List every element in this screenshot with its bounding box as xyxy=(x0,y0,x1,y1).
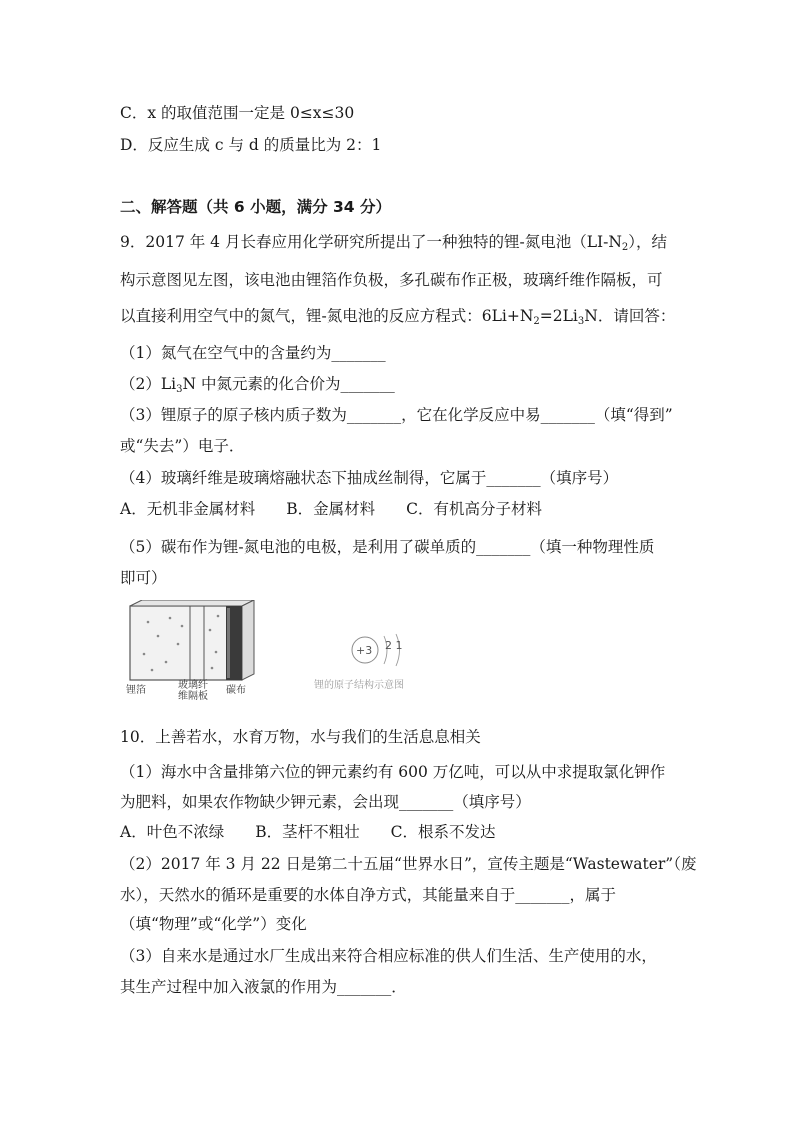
q9-line-3 xyxy=(120,306,675,332)
q9-line-1-tail: ），结 xyxy=(628,233,668,251)
q9-line-3-text: 以直接利用空气中的氮气，锂-氮电池的反应方程式：6Li+N xyxy=(120,307,534,325)
option-c: C．x 的取值范围一定是 0≤x≤30 xyxy=(120,104,355,122)
q10-title: 10．上善若水，水育万物，水与我们的生活息息相关 xyxy=(120,728,481,746)
q9-line-2: 构示意图见左图，该电池由锂箔作负极，多孔碳布作正极，玻璃纤维作隔板，可 xyxy=(120,271,663,289)
q9-part-2-sub: 3 xyxy=(176,384,183,395)
q9-line-3-mid: =2Li xyxy=(539,307,578,325)
q9-part-4-options: A．无机非金属材料 B．金属材料 C．有机高分子材料 xyxy=(120,500,542,518)
atom-caption: 锂的原子结构示意图 xyxy=(314,680,404,691)
q10-part-1-line-1: （1）海水中含量排第六位的钾元素约有 600 万亿吨，可以从中求提取氯化钾作 xyxy=(120,763,666,781)
atom-nucleus-label: +3 xyxy=(356,644,373,657)
q10-part-2-line-3: （填“物理”或“化学”）变化 xyxy=(120,915,307,933)
q9-line-1-text: 9．2017 年 4 月长春应用化学研究所提出了一种独特的锂-氮电池（LI-N xyxy=(120,233,622,251)
q10-part-3-line-2: 其生产过程中加入液氯的作用为_______． xyxy=(120,978,407,996)
q9-part-4: （4）玻璃纤维是玻璃熔融状态下抽成丝制得，它属于_______（填序号） xyxy=(120,469,619,487)
option-d: D．反应生成 c 与 d 的质量比为 2：1 xyxy=(120,136,382,154)
q9-line-3-sub1: 2 xyxy=(533,316,540,327)
q9-line-1-sub: 2 xyxy=(621,242,629,253)
label-carbon-cloth: 碳布 xyxy=(226,685,246,696)
battery-diagram xyxy=(130,600,254,680)
q10-part-1-options: A．叶色不浓绿 B．茎杆不粗壮 C．根系不发达 xyxy=(120,823,496,841)
q10-part-2-line-2: 水），天然水的循环是重要的水体自净方式，其能量来自于_______，属于 xyxy=(120,886,617,904)
q9-part-5-line-1: （5）碳布作为锂-氮电池的电极，是利用了碳单质的_______（填一种物理性质 xyxy=(120,538,655,556)
battery-figure xyxy=(118,600,438,700)
q9-part-2-tail: N 中氮元素的化合价为_______ xyxy=(182,375,395,393)
q9-line-1 xyxy=(120,232,667,258)
q9-part-3-line-1: （3）锂原子的原子核内质子数为_______，它在化学反应中易_______（填“得到” xyxy=(120,406,673,424)
q9-part-2-text: （2）Li xyxy=(120,375,177,393)
label-lithium-foil: 锂箔 xyxy=(126,685,146,696)
q9-line-3-tail: N．请回答： xyxy=(584,307,676,325)
q9-part-3-line-2: 或“失去”）电子． xyxy=(120,437,245,455)
q9-part-1: （1）氮气在空气中的含量约为_______ xyxy=(120,344,386,362)
q10-part-1-line-2: 为肥料，如果农作物缺少钾元素，会出现_______（填序号） xyxy=(120,793,531,811)
atom-shell-electrons: 2 1 xyxy=(385,639,403,652)
label-glass-fiber-2: 维隔板 xyxy=(178,691,208,700)
q9-line-3-sub2: 3 xyxy=(577,316,585,327)
q10-part-3-line-1: （3）自来水是通过水厂生成出来符合相应标准的供人们生活、生产使用的水， xyxy=(120,947,657,965)
atom-structure-diagram xyxy=(314,634,404,691)
q9-part-2 xyxy=(120,374,395,400)
label-glass-fiber-1: 玻璃纤 xyxy=(178,680,208,691)
q9-part-5-line-2: 即可） xyxy=(120,569,167,587)
section-heading: 二、解答题（共 6 小题，满分 34 分） xyxy=(120,198,391,216)
q10-part-2-line-1: （2）2017 年 3 月 22 日是第二十五届“世界水日”，宣传主题是“Wastewater”（废 xyxy=(120,855,697,873)
